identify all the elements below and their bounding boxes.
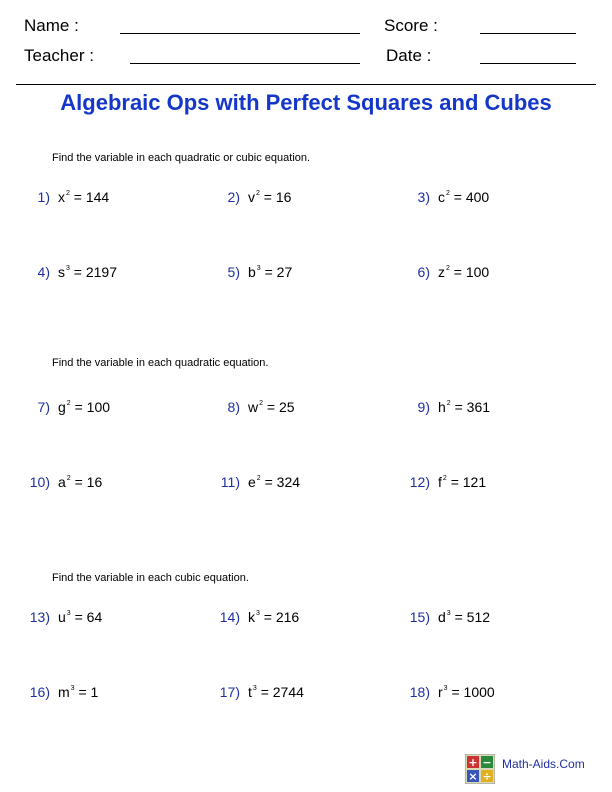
equation-exponent: 2 bbox=[256, 190, 260, 198]
problem-equation bbox=[438, 609, 490, 625]
equation-exponent: 3 bbox=[66, 610, 71, 618]
equation-rhs: = 1 bbox=[78, 684, 99, 700]
teacher-label: Teacher : bbox=[24, 46, 94, 65]
problem-equation bbox=[58, 264, 117, 280]
equation-exponent: 3 bbox=[252, 685, 257, 693]
equation-exponent: 3 bbox=[70, 685, 75, 693]
equation-variable: x bbox=[58, 189, 65, 205]
equation-rhs: = 1000 bbox=[451, 684, 495, 700]
equation-exponent: 3 bbox=[256, 610, 260, 618]
equation-exponent: 2 bbox=[446, 400, 451, 408]
problem-number: 8) bbox=[227, 399, 240, 415]
score-label: Score : bbox=[384, 16, 438, 35]
equation-variable: e bbox=[248, 474, 256, 490]
problem-number: 12) bbox=[409, 474, 430, 490]
problem-number: 10) bbox=[29, 474, 50, 490]
problem-equation bbox=[58, 189, 109, 205]
equation-exponent: 3 bbox=[66, 265, 70, 273]
equation-rhs: = 512 bbox=[454, 609, 491, 625]
header-divider bbox=[16, 84, 596, 85]
section-instruction: Find the variable in each quadratic equation. bbox=[52, 357, 269, 369]
worksheet-title: Algebraic Ops with Perfect Squares and Cubes bbox=[60, 90, 552, 115]
calculator-operators-icon bbox=[465, 754, 495, 784]
problem-equation bbox=[58, 399, 110, 415]
problem-equation bbox=[248, 189, 291, 205]
problem-equation bbox=[248, 399, 295, 415]
equation-rhs: = 400 bbox=[453, 189, 490, 205]
equation-variable: r bbox=[438, 684, 443, 700]
problem-equation bbox=[438, 189, 489, 205]
score-field[interactable] bbox=[480, 33, 576, 34]
problem-number: 4) bbox=[37, 264, 50, 280]
equation-rhs: = 64 bbox=[74, 609, 103, 625]
problem-equation bbox=[248, 684, 304, 700]
section-instruction: Find the variable in each quadratic or cubic equation. bbox=[52, 152, 311, 164]
problem-number: 9) bbox=[417, 399, 430, 415]
equation-exponent: 2 bbox=[446, 190, 450, 198]
equation-exponent: 2 bbox=[256, 475, 261, 483]
equation-variable: k bbox=[248, 609, 255, 625]
problem-equation bbox=[438, 684, 495, 700]
problem-equation bbox=[248, 609, 299, 625]
problem-equation bbox=[58, 684, 98, 700]
equation-variable: u bbox=[58, 609, 66, 625]
equation-rhs: = 361 bbox=[454, 399, 491, 415]
equation-variable: s bbox=[58, 264, 65, 280]
equation-variable: t bbox=[248, 684, 252, 700]
equation-variable: c bbox=[438, 189, 445, 205]
svg-text:×: × bbox=[468, 770, 478, 783]
equation-exponent: 3 bbox=[443, 685, 448, 693]
problem-equation bbox=[58, 609, 102, 625]
equation-rhs: = 25 bbox=[266, 399, 295, 415]
equation-rhs: = 16 bbox=[74, 474, 103, 490]
equation-rhs: = 144 bbox=[73, 189, 110, 205]
equation-variable: d bbox=[438, 609, 446, 625]
problem-number: 3) bbox=[417, 189, 430, 205]
problem-number: 11) bbox=[220, 474, 240, 490]
date-label: Date : bbox=[386, 46, 432, 65]
equation-rhs: = 100 bbox=[74, 399, 111, 415]
equation-exponent: 2 bbox=[442, 475, 447, 483]
equation-rhs: = 27 bbox=[264, 264, 293, 280]
equation-exponent: 2 bbox=[66, 190, 70, 198]
equation-exponent: 2 bbox=[66, 400, 71, 408]
section-instruction: Find the variable in each cubic equation. bbox=[52, 572, 249, 584]
problem-number: 14) bbox=[219, 609, 240, 625]
equation-exponent: 2 bbox=[259, 400, 264, 408]
problem-equation bbox=[248, 474, 300, 490]
svg-text:+: + bbox=[468, 756, 478, 769]
problem-equation bbox=[438, 264, 489, 280]
problem-number: 6) bbox=[417, 264, 430, 280]
equation-rhs: = 100 bbox=[453, 264, 490, 280]
problem-number: 18) bbox=[409, 684, 430, 700]
equation-variable: w bbox=[248, 399, 259, 415]
problem-number: 15) bbox=[409, 609, 430, 625]
problem-number: 5) bbox=[227, 264, 240, 280]
equation-exponent: 3 bbox=[256, 265, 261, 273]
equation-variable: m bbox=[58, 684, 70, 700]
equation-variable: z bbox=[438, 264, 445, 280]
problem-equation bbox=[248, 264, 292, 280]
equation-rhs: = 324 bbox=[264, 474, 301, 490]
brand-name: Math-Aids.Com bbox=[502, 757, 585, 771]
name-label: Name : bbox=[24, 16, 79, 35]
equation-rhs: = 2744 bbox=[260, 684, 304, 700]
problem-equation bbox=[438, 474, 486, 490]
equation-variable: v bbox=[248, 189, 255, 205]
problem-equation bbox=[58, 474, 102, 490]
equation-rhs: = 2197 bbox=[73, 264, 118, 280]
date-field[interactable] bbox=[480, 63, 576, 64]
equation-rhs: = 121 bbox=[450, 474, 487, 490]
equation-variable: a bbox=[58, 474, 66, 490]
equation-exponent: 2 bbox=[66, 475, 71, 483]
problem-number: 2) bbox=[227, 189, 240, 205]
problem-number: 13) bbox=[29, 609, 50, 625]
problem-number: 7) bbox=[37, 399, 50, 415]
equation-variable: g bbox=[58, 399, 66, 415]
equation-exponent: 3 bbox=[446, 610, 451, 618]
teacher-field[interactable] bbox=[130, 63, 360, 64]
equation-variable: f bbox=[438, 474, 442, 490]
problem-equation bbox=[438, 399, 490, 415]
equation-variable: h bbox=[438, 399, 446, 415]
equation-exponent: 2 bbox=[446, 265, 450, 273]
problem-number: 16) bbox=[29, 684, 50, 700]
equation-rhs: = 16 bbox=[263, 189, 292, 205]
svg-text:÷: ÷ bbox=[482, 770, 492, 783]
equation-rhs: = 216 bbox=[263, 609, 300, 625]
name-field[interactable] bbox=[120, 33, 360, 34]
problem-number: 17) bbox=[219, 684, 240, 700]
problem-number: 1) bbox=[37, 189, 50, 205]
equation-variable: b bbox=[248, 264, 256, 280]
svg-text:−: − bbox=[482, 756, 492, 769]
